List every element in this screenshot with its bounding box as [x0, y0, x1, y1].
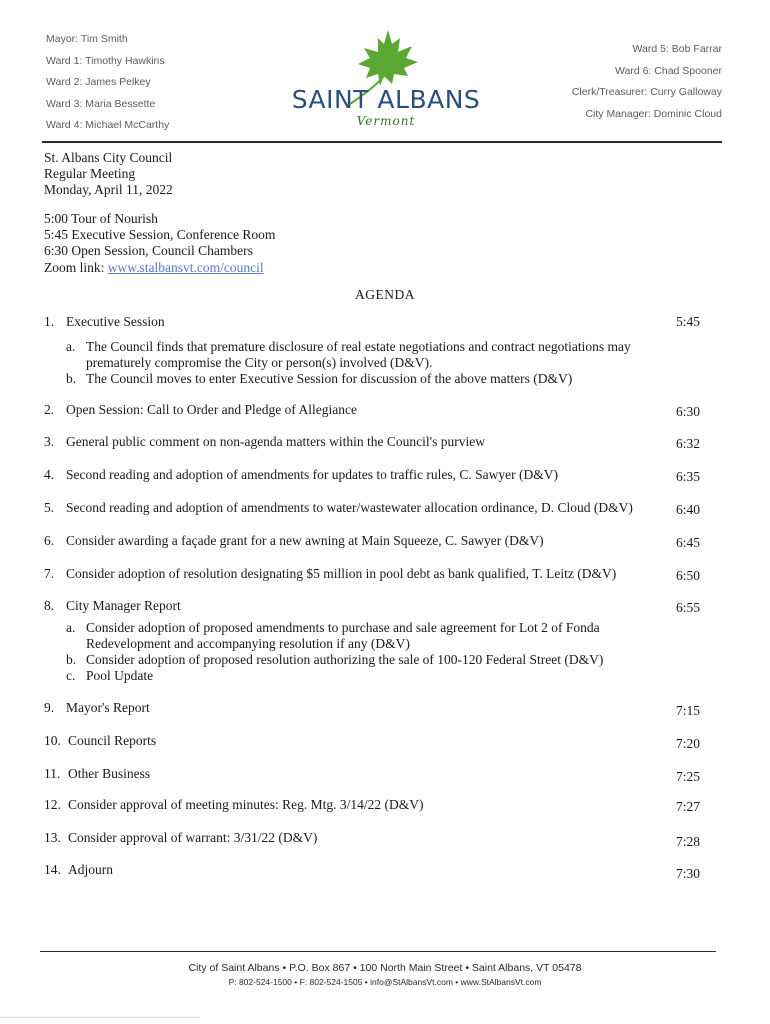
item-time: 7:20	[675, 736, 700, 751]
item-text: Second reading and adoption of amendments for updates to traffic rules, C. Sawyer (D&V)	[66, 467, 558, 482]
official-city-manager: City Manager: Dominic Cloud	[585, 107, 722, 120]
schedule-line: 5:00 Tour of Nourish	[44, 211, 158, 226]
item-time: 6:50	[675, 568, 700, 583]
item-time: 7:15	[675, 703, 700, 718]
item-number: 11.	[44, 766, 61, 781]
sub-letter: a.	[66, 339, 76, 354]
agenda-item-1	[44, 314, 700, 387]
sub-letter: b.	[66, 371, 77, 386]
sub-text: Consider adoption of proposed resolution authorizing the sale of 100-120 Federal Street (D&V)	[86, 652, 604, 667]
zoom-link[interactable]: www.stalbansvt.com/council	[107, 259, 264, 275]
sub-item	[66, 339, 700, 371]
official-ward-2: Ward 2: James Pelkey	[46, 76, 151, 88]
item-number: 3.	[44, 434, 55, 449]
agenda-item-2	[44, 402, 700, 418]
item-number: 13.	[44, 830, 61, 845]
item-text: Mayor's Report	[66, 700, 150, 715]
sub-letter: b.	[66, 652, 77, 667]
zoom-line	[44, 260, 275, 276]
item-time: 5:45	[675, 314, 700, 329]
item-number: 14.	[44, 862, 61, 877]
item-number: 6.	[44, 533, 55, 548]
item-text: City Manager Report	[66, 598, 181, 613]
officials-right	[572, 42, 722, 128]
item-number: 12.	[44, 797, 61, 812]
item-number: 1.	[44, 314, 55, 329]
official-ward-1: Ward 1: Timothy Hawkins	[46, 54, 165, 67]
item-time: 7:25	[675, 769, 700, 784]
item-text: Open Session: Call to Order and Pledge of Allegiance	[66, 402, 357, 417]
item-text: Consider approval of warrant: 3/31/22 (D&V)	[68, 830, 318, 845]
item-time: 6:55	[675, 600, 700, 615]
scan-artifact	[0, 1017, 200, 1018]
agenda-item-13	[44, 830, 700, 849]
item-time: 7:27	[675, 799, 700, 814]
agenda-title: AGENDA	[355, 287, 415, 302]
item-text: Consider adoption of resolution designating $5 million in pool debt as bank qualified, T. Leitz (D&V)	[66, 566, 617, 581]
footer-address: City of Saint Albans • P.O. Box 867 • 100 North Main Street • Saint Albans, VT 05478	[188, 962, 582, 974]
agenda-item-9	[44, 700, 700, 716]
item-text: Adjourn	[68, 862, 113, 877]
sub-text: Pool Update	[86, 668, 154, 683]
logo-title: SAINT ALBANS	[291, 85, 481, 114]
item-number: 9.	[44, 700, 55, 715]
agenda-item-10	[44, 733, 700, 749]
zoom-label: Zoom link:	[44, 259, 105, 275]
sub-item	[66, 620, 700, 652]
item-text: Council Reports	[68, 733, 157, 748]
meeting-date: Monday, April 11, 2022	[44, 182, 173, 198]
item-text: Consider awarding a façade grant for a new awning at Main Squeeze, C. Sawyer (D&V)	[66, 533, 544, 548]
agenda-item-11	[44, 766, 700, 782]
item-number: 2.	[44, 402, 55, 417]
meeting-type: Regular Meeting	[44, 166, 136, 182]
meeting-info	[44, 150, 173, 199]
footer-contact: P: 802-524-1500 • F: 802-524-1505 • info@StAlbansVt.com • www.StAlbansVt.com	[228, 977, 542, 987]
agenda-item-5	[44, 500, 700, 516]
item-text: Second reading and adoption of amendments to water/wastewater allocation ordinance, D. Cloud (D&V)	[66, 500, 633, 515]
sub-item	[66, 668, 700, 684]
item-time: 6:40	[675, 502, 700, 517]
item-time: 7:28	[675, 834, 700, 849]
sub-text: The Council finds that premature disclosure of real estate negotiations and contract negotiations may prematurely compromise the City or person(s) involved (D&V).	[86, 339, 631, 370]
item-number: 4.	[44, 467, 55, 482]
schedule-line: 5:45 Executive Session, Conference Room	[44, 227, 276, 243]
sub-letter: c.	[66, 668, 76, 683]
official-ward-5: Ward 5: Bob Farrar	[632, 43, 722, 55]
schedule-line: 6:30 Open Session, Council Chambers	[44, 243, 253, 259]
item-time: 6:35	[675, 469, 700, 484]
official-ward-4: Ward 4: Michael McCarthy	[46, 119, 170, 131]
agenda-item-7	[44, 566, 700, 582]
agenda-item-8	[44, 598, 700, 684]
logo-script: Vermont	[356, 114, 416, 128]
official-ward-3: Ward 3: Maria Bessette	[46, 97, 156, 110]
header-divider	[42, 141, 722, 143]
item-text: General public comment on non-agenda matters within the Council's purview	[66, 434, 485, 449]
sub-letter: a.	[66, 620, 76, 635]
agenda-item-4	[44, 467, 700, 483]
item-number: 8.	[44, 598, 55, 613]
agenda-item-6	[44, 533, 700, 549]
official-ward-6: Ward 6: Chad Spooner	[614, 64, 722, 77]
agenda-item-12	[44, 797, 700, 813]
item-number: 10.	[44, 733, 61, 748]
item-number: 5.	[44, 500, 55, 515]
footer-divider	[40, 951, 716, 952]
sub-item	[66, 652, 700, 668]
item-time: 6:32	[675, 436, 700, 451]
item-time: 6:30	[675, 404, 700, 419]
agenda-item-3	[44, 434, 700, 450]
item-number: 7.	[44, 566, 55, 581]
meeting-body: St. Albans City Council	[44, 150, 173, 165]
sub-item	[66, 371, 700, 387]
item-text: Executive Session	[66, 314, 165, 329]
officials-left	[46, 32, 169, 140]
item-text: Other Business	[68, 766, 151, 781]
city-logo	[284, 28, 488, 132]
sub-text: Consider adoption of proposed amendments to purchase and sale agreement for Lot 2 of Fonda Redevelopment and accompanying resolution if any (D&V)	[86, 620, 600, 651]
official-clerk: Clerk/Treasurer: Curry Galloway	[571, 86, 722, 98]
item-time: 7:30	[675, 866, 700, 881]
item-time: 6:45	[675, 535, 700, 550]
agenda-item-14	[44, 862, 700, 881]
item-text: Consider approval of meeting minutes: Reg. Mtg. 3/14/22 (D&V)	[68, 797, 424, 812]
sub-text: The Council moves to enter Executive Session for discussion of the above matters (D&V)	[86, 371, 573, 386]
official-mayor: Mayor: Tim Smith	[46, 33, 128, 45]
schedule	[44, 211, 275, 276]
